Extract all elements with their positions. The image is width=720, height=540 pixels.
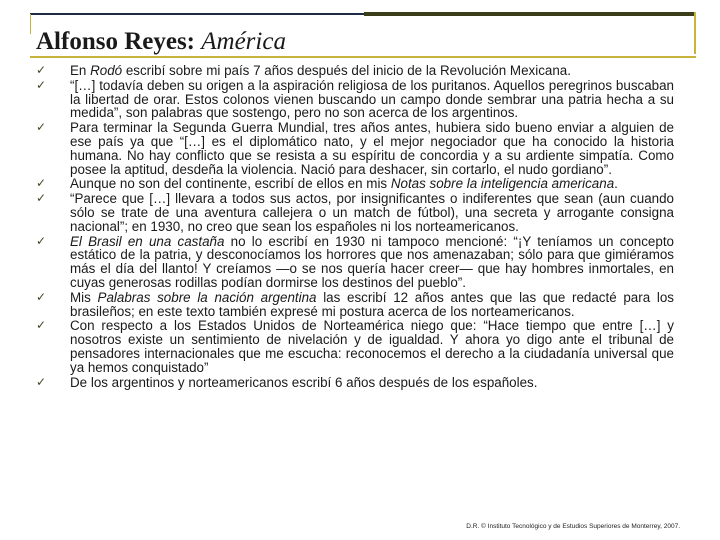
bullet-text: . [614,176,618,192]
checkmark-icon: ✓ [36,120,47,135]
bullet-text: En [70,63,91,78]
title-italic: América [201,28,286,55]
side-rule [694,12,696,54]
bullet-text: las escribí 12 años antes que las que redacté para los brasileños; en este texto también expresé mi postura acerca de los norteamericanos. [70,289,674,319]
bullet-item [36,79,674,120]
bullet-text: “Parece que […] llevara a todos sus actos, por insignificantes o indiferentes que sean (aun cuando sólo se trate de una aventura callejera o un match de fútbol), una secreta y arrogante consigna nacional”; en 1930, no creo que sean los españoles ni los norteamericanos. [70,191,674,234]
bullet-text: “[…] todavía deben su origen a la aspiración religiosa de los puritanos. Aquellos peregrinos buscaban la libertad de orar. Estos colonos vienen buscando un campo donde sembrar una patria hecha a su medida”, son palabras que sostengo, pero no son acerca de los argentinos. [70,77,674,121]
bullet-item [36,235,674,290]
checkmark-icon: ✓ [36,289,47,304]
footer-copyright: D.R. © Instituto Tecnológico y de Estudios Superiores de Monterrey, 2007. [466,523,680,530]
bullet-text: Para terminar la Segunda Guerra Mundial, tres años antes, hubiera sido bueno enviar a alguien de ese país ya que “[…] es el diplomático nato, y el mejor negociador que ha conocido la historia humana. No hay conflicto que se resista a su espíritu de concordia y a su ardiente simpatía. Como posee la aptitud, desdeña la violencia. Nació para deshacer, sin cortarlo, el nudo gordiano”. [70,120,674,177]
bullet-text: no lo escribí en 1930 ni tampoco mencioné: “¡Y teníamos un concepto estático de la patria, y desconocíamos los horrores que nos amenazaban; sólo para que gimiéramos más el día del llanto! Y creíamos —o se nos quería hacer creer— que hay hombres inmortales, en cuyas generosas rodillas podían dormirse los destinos del pueblo”. [70,233,674,290]
bullet-list [36,64,674,390]
bullet-text: Con respecto a los Estados Unidos de Norteamérica niego que: “Hace tiempo que entre […] y nosotros existe un sentimiento de nivelación y de igualdad. Y ahora yo digo ante el tribunal de pensadores internacionales que me escucha: reconocemos el derecho a la ciudadanía universal que ya hemos conquistado” [70,318,674,375]
bullet-item [36,177,674,191]
bullet-item [36,291,674,319]
italic-text: Notas sobre la inteligencia americana [390,176,615,192]
checkmark-icon: ✓ [36,176,47,191]
bullet-text: De los argentinos y norteamericanos escribí 6 años después de los españoles. [70,374,538,390]
bullet-item [36,192,674,233]
bullet-text: Aunque no son del continente, escribí de ellos en mis [70,176,391,192]
italic-text: Palabras sobre la nación argentina [97,289,317,305]
checkmark-icon: ✓ [36,191,47,206]
checkmark-icon: ✓ [36,63,47,77]
checkmark-icon: ✓ [36,233,47,248]
checkmark-icon: ✓ [36,374,47,389]
checkmark-icon: ✓ [36,318,47,333]
bullet-item [36,64,674,78]
top-rule-left [30,13,368,15]
bullet-text: escribí sobre mi país 7 años después del inicio de la Revolución Mexicana. [122,63,571,78]
title-main: Alfonso Reyes: [36,28,196,55]
slide-title [36,28,286,56]
top-rule-right [364,12,694,16]
italic-text: Rodó [90,63,123,78]
title-underline [30,56,696,58]
bullet-text: Mis [70,289,98,305]
italic-text: El Brasil en una castaña [70,233,225,249]
bullet-item [36,121,674,176]
bullet-item [36,319,674,374]
checkmark-icon: ✓ [36,77,47,92]
corner-rule [30,14,31,34]
bullet-item [36,376,674,390]
